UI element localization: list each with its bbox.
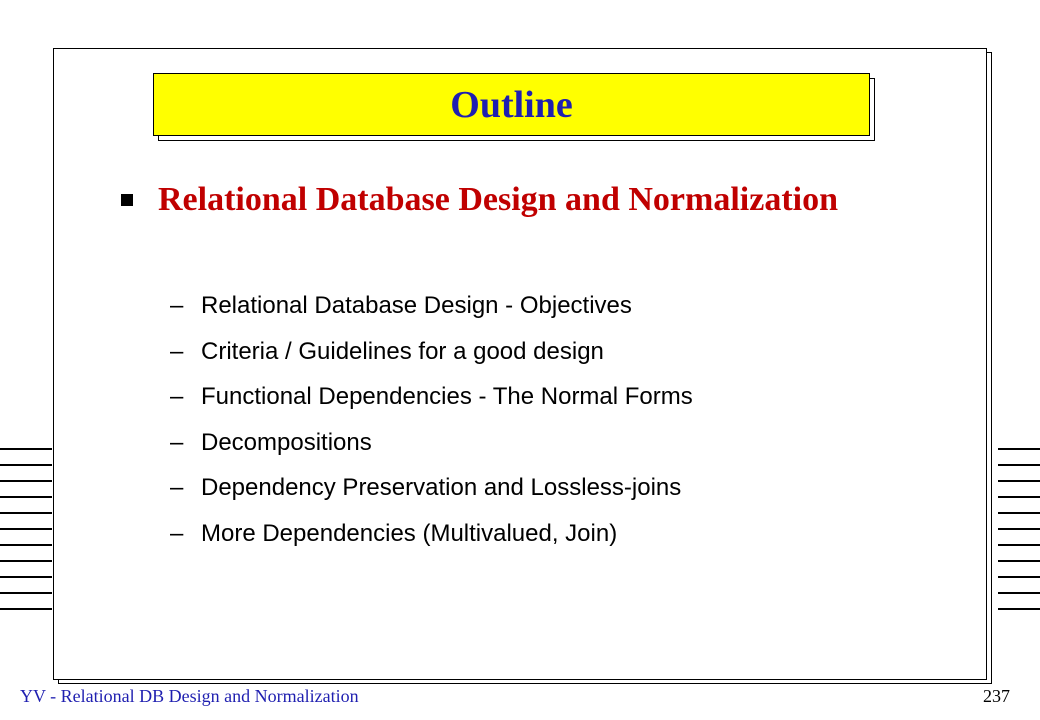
dash-marker: – (170, 519, 184, 547)
page-number: 237 (983, 686, 1010, 706)
main-bullet-text: Relational Database Design and Normalization (158, 181, 838, 218)
sub-item-text: More Dependencies (Multivalued, Join) (201, 519, 618, 547)
dash-marker: – (170, 337, 184, 365)
decorative-stripes-right (998, 448, 1040, 618)
dash-marker: – (170, 428, 184, 456)
sub-item-text: Relational Database Design - Objectives (201, 292, 632, 319)
footer-caption: YV - Relational DB Design and Normalization (20, 686, 359, 706)
title-box (153, 73, 870, 136)
sub-item-text: Criteria / Guidelines for a good design (201, 337, 604, 365)
sub-item-text: Dependency Preservation and Lossless-joins (201, 474, 682, 501)
dash-marker: – (170, 292, 184, 319)
decorative-stripes-left (0, 448, 52, 618)
sub-item-text: Functional Dependencies - The Normal Forms (201, 383, 693, 410)
slide-title: Outline (450, 83, 573, 126)
dash-marker: – (170, 474, 184, 501)
sub-item-text: Decompositions (201, 428, 372, 456)
dash-marker: – (170, 383, 184, 410)
square-bullet-icon (121, 194, 133, 206)
